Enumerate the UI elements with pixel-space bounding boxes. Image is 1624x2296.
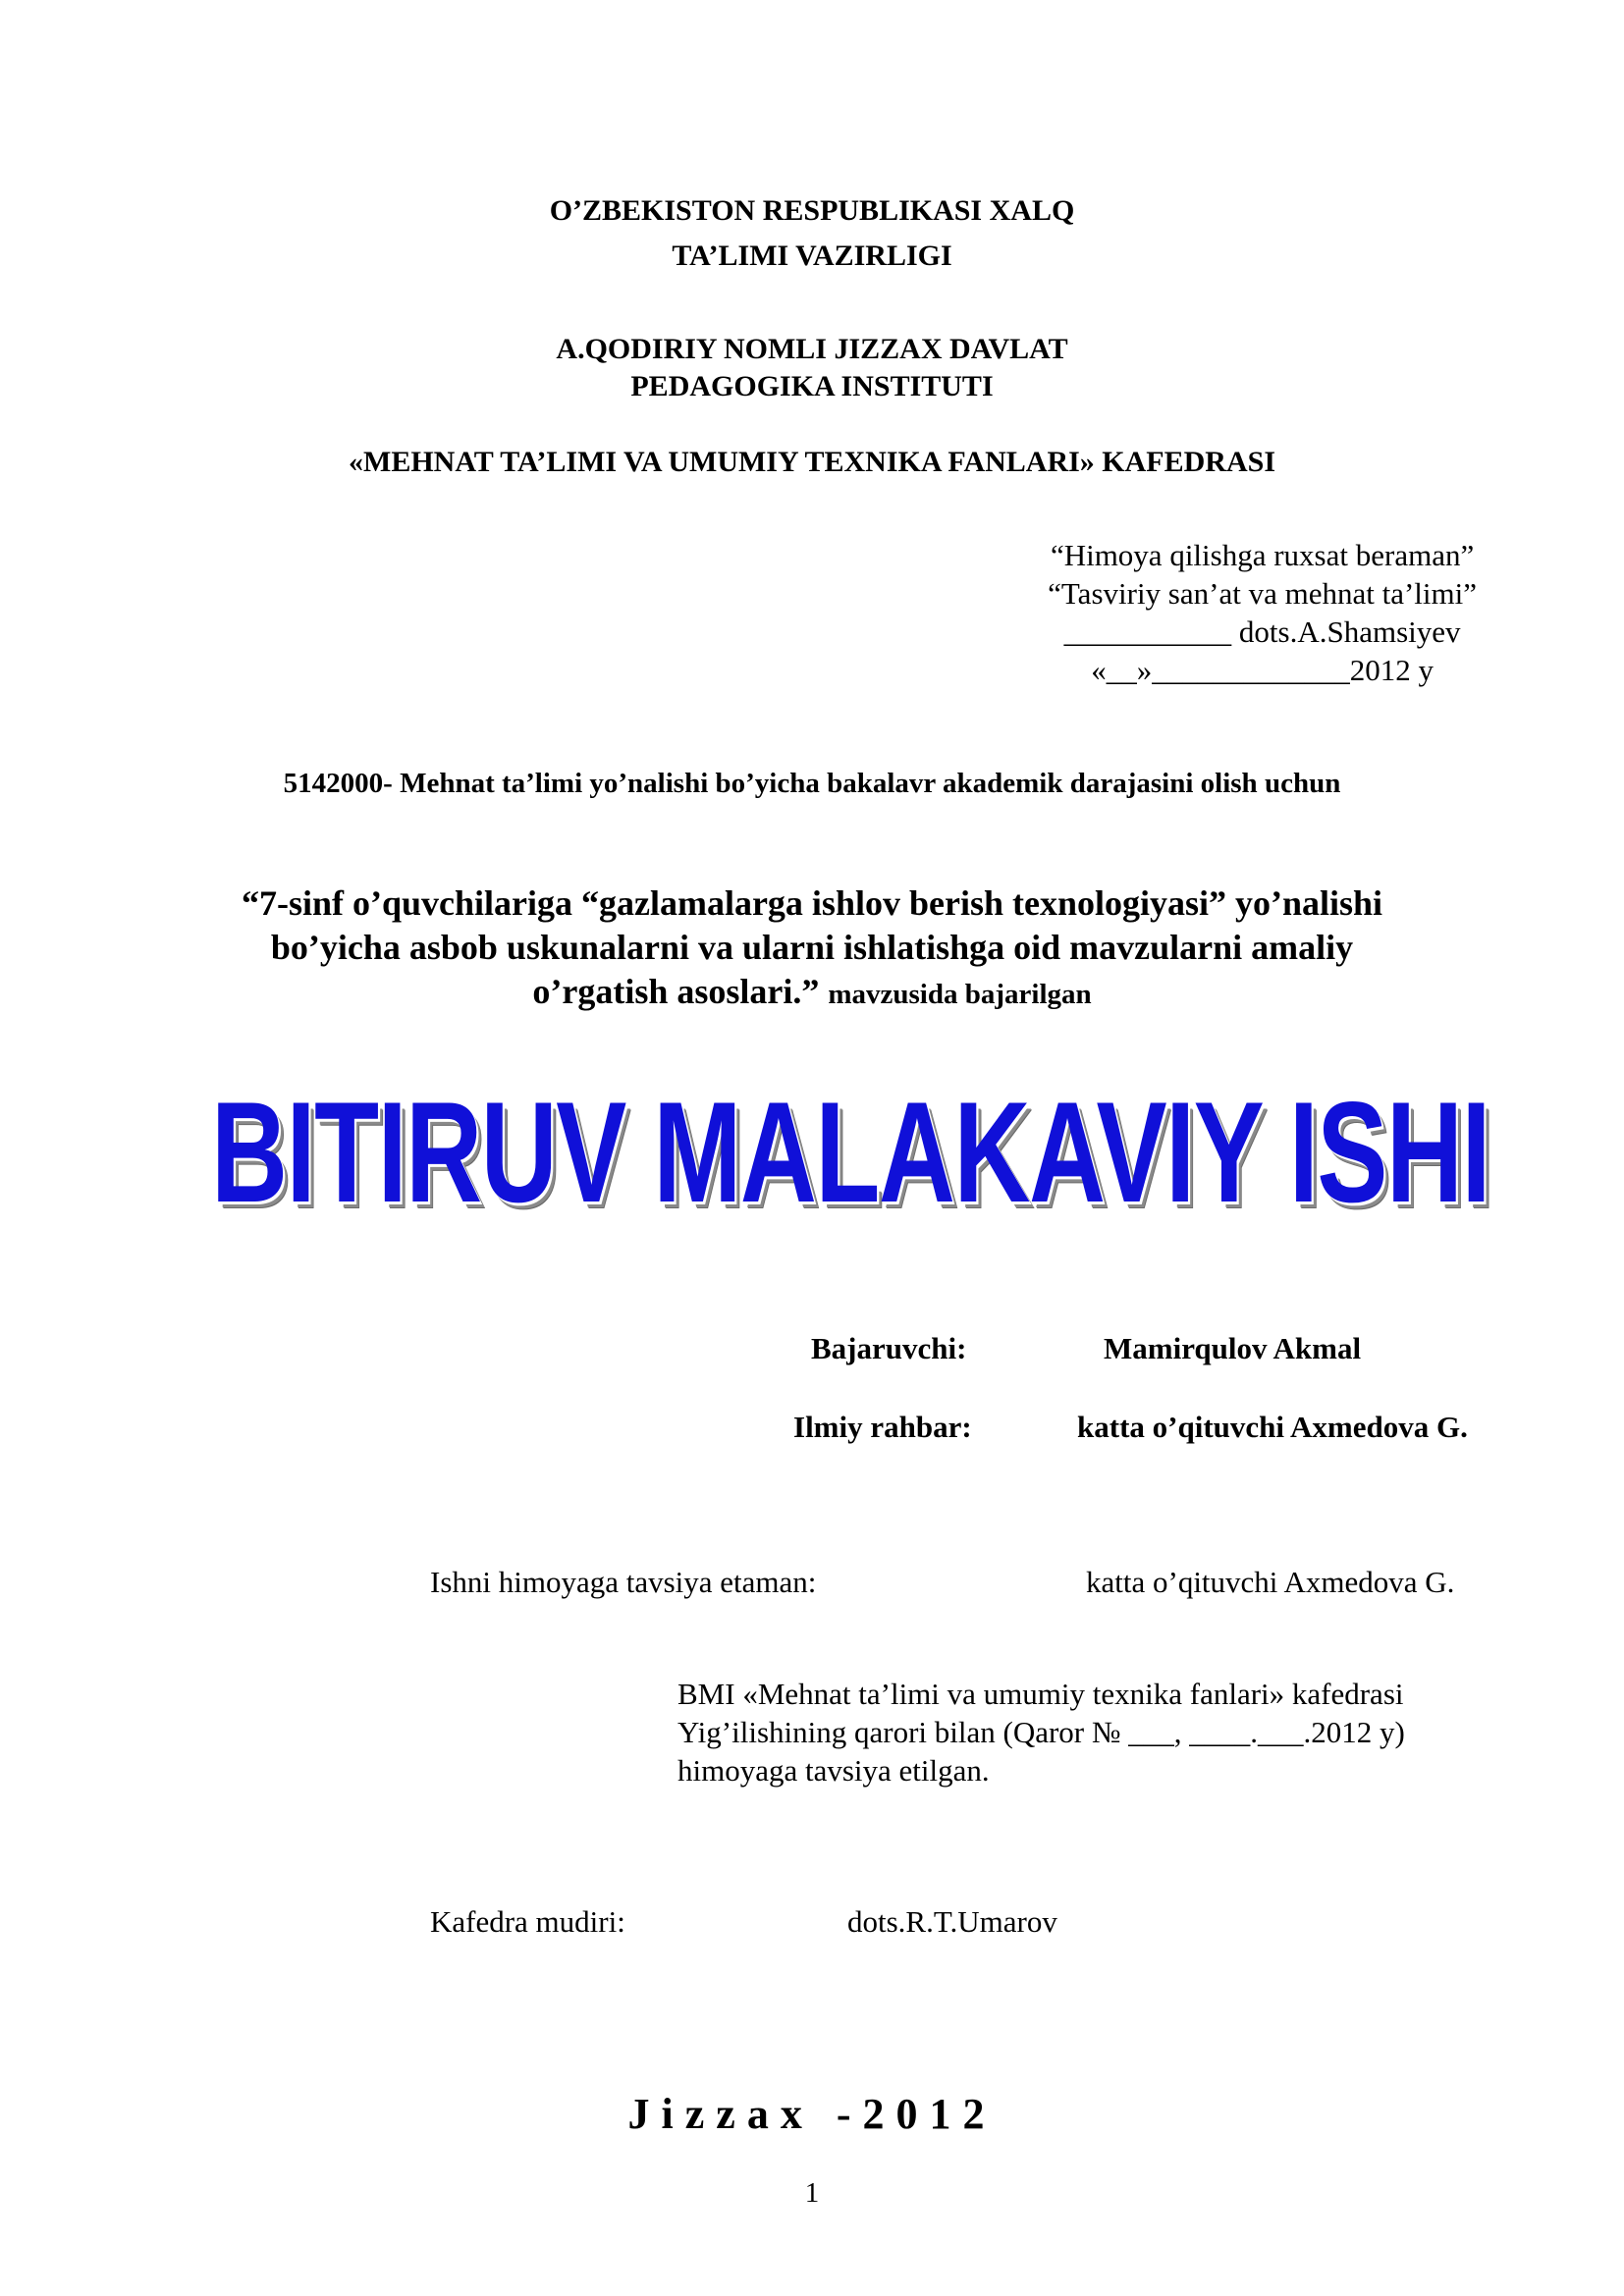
document-title: BITIRUV MALAKAVIY ISHI xyxy=(211,1072,1490,1232)
head-of-dept-name: dots.R.T.Umarov xyxy=(847,1904,1057,1939)
topic-line-3-suffix: mavzusida bajarilgan xyxy=(828,979,1092,1010)
institute-name xyxy=(0,331,1624,404)
recommend-label: Ishni himoyaga tavsiya etaman: xyxy=(430,1565,817,1599)
institute-line-1: A.QODIRIY NOMLI JIZZAX DAVLAT xyxy=(556,333,1068,365)
program-line: 5142000- Mehnat ta’limi yo’nalishi bo’yicha bakalavr akademik darajasini olish uchun xyxy=(283,768,1341,799)
executor-name: Mamirqulov Akmal xyxy=(1104,1331,1362,1365)
institute-line-2: PEDAGOGIKA INSTITUTI xyxy=(630,369,994,402)
head-of-dept-label: Kafedra mudiri: xyxy=(430,1904,625,1939)
topic-line-2: bo’yicha asbob uskunalarni va ularni ishlatishga oid mavzularni amaliy xyxy=(270,928,1354,967)
decision-line-3: himoyaga tavsiya etilgan. xyxy=(677,1753,990,1788)
topic-line-1: “7-sinf o’quvchilariga “gazlamalarga ishlov berish texnologiyasi” yo’nalishi xyxy=(241,883,1383,923)
topic-line-3 xyxy=(0,970,1624,1017)
page-number: 1 xyxy=(804,2177,820,2209)
topic-line-3-main: o’rgatish asoslari.” xyxy=(532,972,820,1011)
supervisor-label: Ilmiy rahbar: xyxy=(793,1410,972,1444)
approval-line-3: ___________ dots.A.Shamsiyev xyxy=(1063,614,1461,649)
recommend-value: katta o’qituvchi Axmedova G. xyxy=(1086,1565,1455,1599)
ministry-name xyxy=(0,192,1624,274)
department-name: «MEHNAT TA’LIMI VA UMUMIY TEXNIKA FANLARI» KAFEDRASI xyxy=(349,446,1275,478)
thesis-topic xyxy=(0,881,1624,1017)
approval-line-4: «__»_____________2012 y xyxy=(1091,653,1434,687)
decision-line-2: Yig’ilishining qarori bilan (Qaror № ___, ____.___.2012 y) xyxy=(677,1715,1405,1749)
approval-line-2: “Tasviriy san’at va mehnat ta’limi” xyxy=(1048,576,1477,611)
supervisor-name: katta o’qituvchi Axmedova G. xyxy=(1077,1410,1468,1444)
executor-label: Bajaruvchi: xyxy=(811,1331,967,1365)
ministry-line-2: TA’LIMI VAZIRLIGI xyxy=(672,239,952,272)
ministry-line-1: O’ZBEKISTON RESPUBLIKASI XALQ xyxy=(549,194,1075,227)
city-year: Jizzax -2012 xyxy=(627,2090,997,2138)
approval-block xyxy=(1048,536,1477,689)
decision-line-1: BMI «Mehnat ta’limi va umumiy texnika fanlari» kafedrasi xyxy=(677,1677,1404,1711)
department-decision xyxy=(677,1675,1405,1789)
approval-line-1: “Himoya qilishga ruxsat beraman” xyxy=(1050,538,1475,572)
